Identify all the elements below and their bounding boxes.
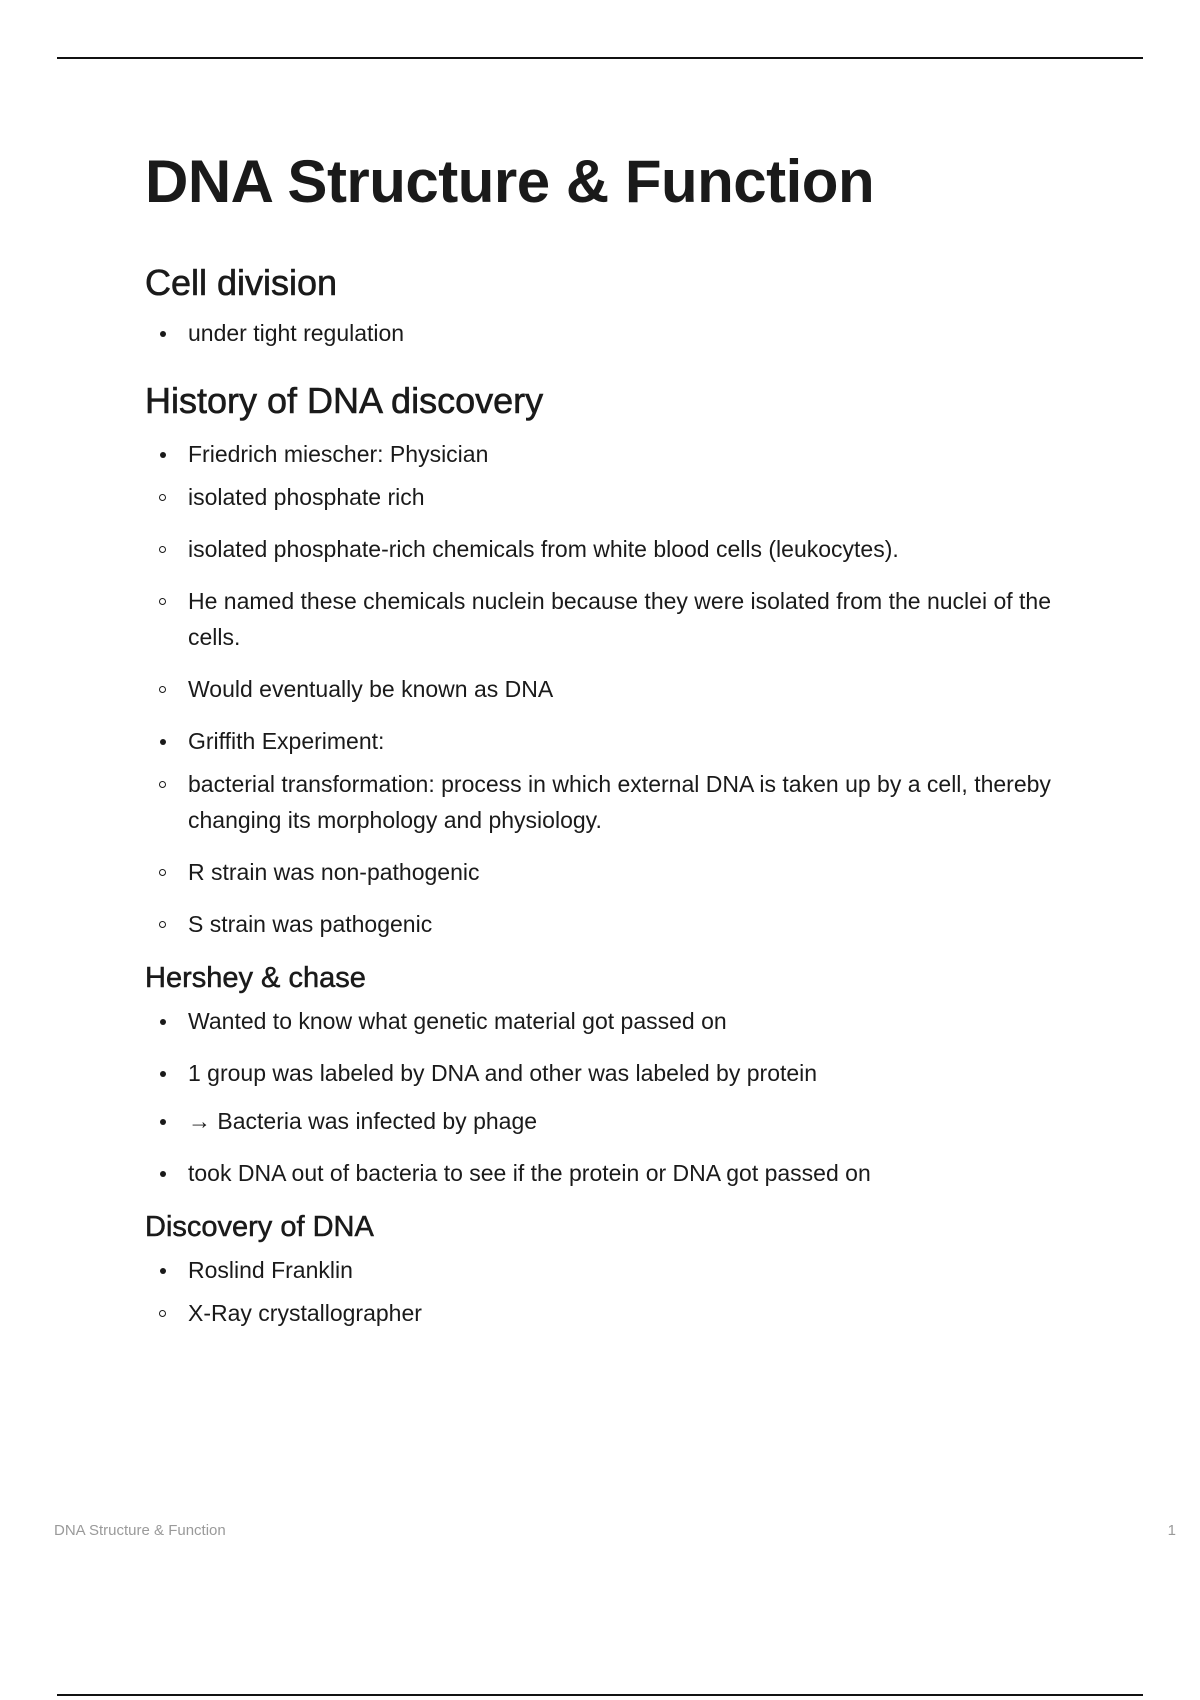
- footer-page-number: 1: [1167, 1522, 1176, 1539]
- document-body: [145, 140, 1085, 1331]
- sub-list-item: S strain was pathogenic: [188, 906, 1085, 942]
- bottom-rule: [57, 1694, 1143, 1696]
- sub-list-item: R strain was non-pathogenic: [188, 854, 1085, 890]
- list-item-miescher: [145, 436, 1085, 707]
- list-item: under tight regulation: [145, 315, 1085, 351]
- heading-history-of-dna-discovery: History of DNA discovery: [145, 380, 544, 421]
- sub-list-item: isolated phosphate rich: [188, 479, 1085, 515]
- footer-document-name: DNA Structure & Function: [54, 1522, 226, 1539]
- heading-hershey-chase: Hershey & chase: [145, 962, 366, 994]
- list-item: Wanted to know what genetic material got passed on: [145, 1003, 1085, 1039]
- miescher-sublist: [188, 479, 1085, 707]
- franklin-sublist: [188, 1295, 1085, 1331]
- list-item-label: Friedrich miescher: Physician: [188, 441, 489, 467]
- sub-list-item: bacterial transformation: process in which external DNA is taken up by a cell, thereby changing its morphology and physiology.: [188, 766, 1085, 838]
- sub-list-item: X-Ray crystallographer: [188, 1295, 1085, 1331]
- list-item-franklin: [145, 1252, 1085, 1331]
- list-item-griffith: [145, 723, 1085, 942]
- list-item: 1 group was labeled by DNA and other was labeled by protein: [145, 1055, 1085, 1091]
- heading-cell-division: Cell division: [145, 262, 338, 303]
- heading-discovery-of-dna: Discovery of DNA: [145, 1211, 374, 1243]
- sub-list-item: isolated phosphate-rich chemicals from white blood cells (leukocytes).: [188, 531, 1085, 567]
- list-item-label: Roslind Franklin: [188, 1257, 353, 1283]
- list-item: → Bacteria was infected by phage: [145, 1103, 1085, 1139]
- discovery-list: [145, 1252, 1085, 1331]
- sub-list-item: He named these chemicals nuclein because they were isolated from the nuclei of the cells.: [188, 583, 1085, 655]
- page-title: DNA Structure & Function: [145, 148, 875, 215]
- top-rule: [57, 57, 1143, 59]
- sub-list-item: Would eventually be known as DNA: [188, 671, 1085, 707]
- list-item: took DNA out of bacteria to see if the protein or DNA got passed on: [145, 1155, 1085, 1191]
- history-list: [145, 436, 1085, 942]
- griffith-sublist: [188, 766, 1085, 942]
- list-item-label: Griffith Experiment:: [188, 728, 385, 754]
- hershey-list: [145, 1003, 1085, 1191]
- cell-division-list: [145, 315, 1085, 351]
